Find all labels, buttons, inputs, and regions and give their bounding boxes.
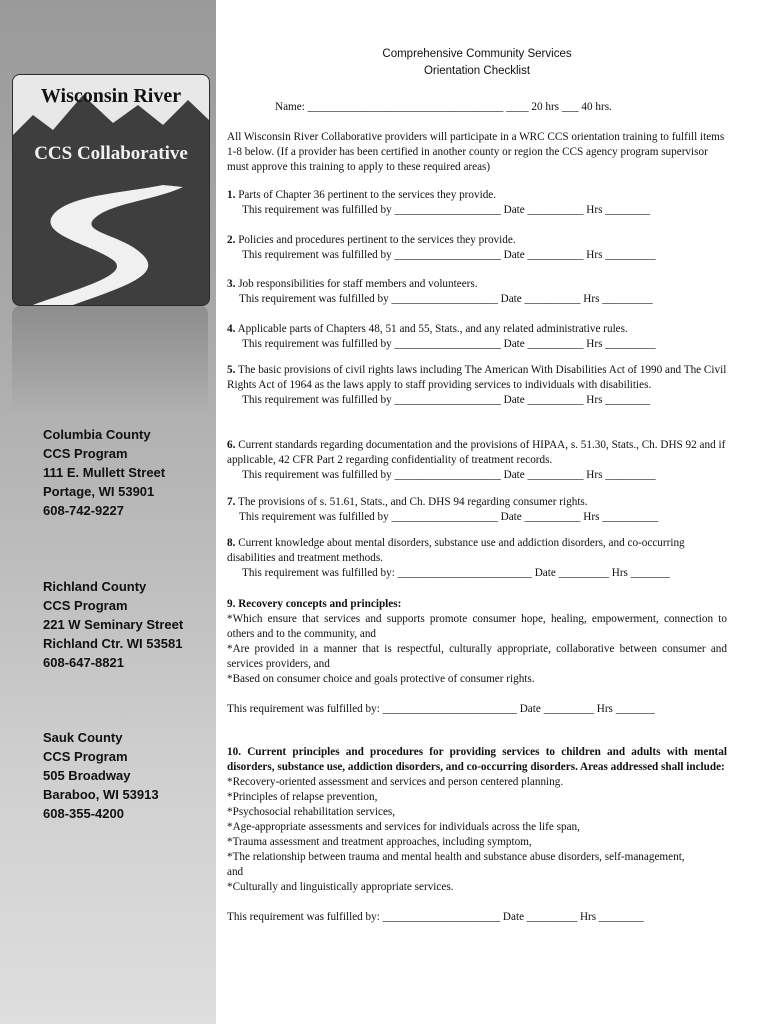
requirement-line[interactable]: This requirement was fulfilled by: ________________________ Date _________ Hrs _______	[227, 703, 655, 715]
item-number: 5.	[227, 364, 236, 376]
requirement-line[interactable]: This requirement was fulfilled by: ________________________ Date _________ Hrs _______	[242, 567, 670, 579]
list-item: *Trauma assessment and treatment approaches, including symptom,	[227, 836, 532, 848]
requirement-line[interactable]: This requirement was fulfilled by ___________________ Date __________ Hrs _________	[242, 249, 656, 261]
list-item: *Recovery-oriented assessment and services and person centered planning.	[227, 776, 564, 788]
requirement-line[interactable]: This requirement was fulfilled by ___________________ Date __________ Hrs ________	[242, 394, 650, 406]
title-line1: Comprehensive Community Services	[382, 48, 572, 60]
item-text: Parts of Chapter 36 pertinent to the services they provide.	[238, 189, 497, 201]
item-number: 2.	[227, 234, 236, 246]
office-program: CCS Program	[43, 749, 128, 764]
requirement-line[interactable]: This requirement was fulfilled by ___________________ Date __________ Hrs _________	[242, 469, 656, 481]
office-street: 221 W Seminary Street	[43, 617, 184, 632]
office-phone: 608-355-4200	[43, 806, 124, 821]
office-name: Columbia County	[43, 427, 151, 442]
item-number: 6.	[227, 439, 236, 451]
item-number: 7.	[227, 496, 236, 508]
item-text: The provisions of s. 51.61, Stats., and Ch. DHS 94 regarding consumer rights.	[238, 496, 588, 508]
item-text: The basic provisions of civil rights laws including The American With Disabilities Act of 1990 and The Civil Rights Act of 1964 as the laws apply to staff providing services to individuals with disabilities.	[227, 364, 727, 391]
name-field[interactable]: Name: ___________________________________ ____ 20 hrs ___ 40 hrs.	[275, 101, 612, 113]
item-3	[227, 277, 727, 307]
office-phone: 608-742-9227	[43, 503, 124, 518]
office-columbia	[43, 425, 165, 520]
logo-title-line2: CCS Collaborative	[34, 143, 188, 164]
item-number: 3.	[227, 278, 236, 290]
item-text: Current knowledge about mental disorders, substance use and addiction disorders, and co-occurring disabilities and treatment methods.	[227, 537, 685, 564]
office-city: Portage, WI 53901	[43, 484, 155, 499]
wrc-logo	[12, 74, 210, 306]
office-program: CCS Program	[43, 446, 128, 461]
office-name: Sauk County	[43, 730, 123, 745]
item-7	[227, 495, 727, 525]
list-item: *Based on consumer choice and goals protective of consumer rights.	[227, 673, 535, 685]
item-10	[227, 745, 727, 925]
list-item: *Psychosocial rehabilitation services,	[227, 806, 396, 818]
item-number: 1.	[227, 189, 236, 201]
item-5	[227, 363, 727, 408]
item-9-title: 9. Recovery concepts and principles:	[227, 598, 402, 610]
item-number: 8.	[227, 537, 236, 549]
logo-title-line1: Wisconsin River	[40, 85, 182, 107]
item-2	[227, 233, 727, 263]
list-item: *Culturally and linguistically appropriate services.	[227, 881, 454, 893]
list-item: *Age-appropriate assessments and services for individuals across the life span,	[227, 821, 580, 833]
list-item: *Principles of relapse prevention,	[227, 791, 378, 803]
logo-reflection	[12, 306, 208, 416]
item-9	[227, 597, 727, 717]
requirement-line[interactable]: This requirement was fulfilled by ___________________ Date __________ Hrs __________	[239, 511, 659, 523]
requirement-line[interactable]: This requirement was fulfilled by ___________________ Date __________ Hrs _________	[239, 293, 653, 305]
office-phone: 608-647-8821	[43, 655, 124, 670]
office-sauk	[43, 728, 159, 823]
item-text: Applicable parts of Chapters 48, 51 and 55, Stats., and any related administrative rules.	[237, 323, 628, 335]
sidebar	[0, 0, 216, 1024]
list-item: *Which ensure that services and supports promote consumer hope, healing, empowerment, connection to others and to the community, and	[227, 613, 727, 640]
requirement-line[interactable]: This requirement was fulfilled by ___________________ Date __________ Hrs _________	[242, 338, 656, 350]
item-10-title: 10. Current principles and procedures for providing services to children and adults with mental disorders, substance use, addiction disorders, and co-occurring disorders. Areas addressed shall include:	[227, 746, 727, 773]
intro-paragraph: All Wisconsin River Collaborative providers will participate in a WRC CCS orientation training to fulfill items 1-8 below. (If a provider has been certified in another county or region the CCS agency program supervisor must approve this training to apply to these required areas)	[227, 131, 725, 173]
item-text: Current standards regarding documentation and the provisions of HIPAA, s. 51.30, Stats., Ch. DHS 92 and if applicable, 42 CFR Part 2 regarding confidentiality of treatment records.	[227, 439, 726, 466]
office-city: Baraboo, WI 53913	[43, 787, 159, 802]
office-richland	[43, 577, 183, 672]
office-program: CCS Program	[43, 598, 128, 613]
item-text: Job responsibilities for staff members and volunteers.	[238, 278, 478, 290]
list-item: *Are provided in a manner that is respectful, culturally appropriate, collaborative between consumer and services providers, and	[227, 643, 727, 670]
requirement-line[interactable]: This requirement was fulfilled by: _____________________ Date _________ Hrs ________	[227, 911, 644, 923]
item-text: Policies and procedures pertinent to the services they provide.	[238, 234, 516, 246]
item-number: 4.	[227, 323, 236, 335]
item-1	[227, 188, 727, 218]
office-street: 505 Broadway	[43, 768, 131, 783]
checklist-body	[227, 46, 727, 923]
office-city: Richland Ctr. WI 53581	[43, 636, 183, 651]
office-name: Richland County	[43, 579, 147, 594]
item-4	[227, 322, 727, 352]
list-item: *The relationship between trauma and mental health and substance abuse disorders, self-management, and	[227, 851, 685, 878]
item-6	[227, 438, 727, 483]
title-line2: Orientation Checklist	[423, 65, 531, 77]
page-title	[227, 46, 727, 80]
item-8	[227, 536, 727, 581]
river-mountain-icon	[13, 75, 209, 305]
office-street: 111 E. Mullett Street	[43, 465, 166, 480]
requirement-line[interactable]: This requirement was fulfilled by ___________________ Date __________ Hrs ________	[242, 204, 650, 216]
